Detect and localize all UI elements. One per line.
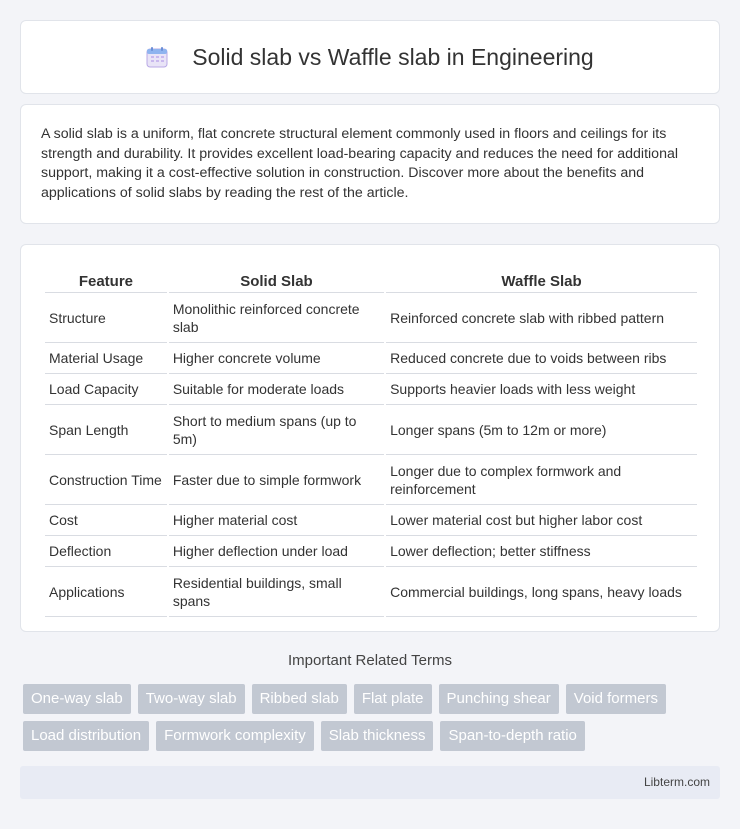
calendar-icon <box>146 46 168 68</box>
comparison-table-card <box>20 244 720 632</box>
header-card <box>20 20 720 94</box>
tag-punching-shear[interactable]: Punching shear <box>439 684 559 714</box>
table-cell: Lower material cost but higher labor cost <box>386 505 697 536</box>
table-row <box>45 567 697 617</box>
tag-flat-plate[interactable]: Flat plate <box>354 684 432 714</box>
table-row <box>45 374 697 405</box>
related-terms-tags <box>23 684 723 758</box>
table-cell: Residential buildings, small spans <box>169 567 384 617</box>
intro-text: A solid slab is a uniform, flat concrete structural element commonly used in floors and ceilings for its strength and durability. It provides excellent load-bearing capacity and reduces the need for additional support, making it a cost-effective solution in construction. Discover more about the benefits and applications of solid slabs by reading the rest of the article. <box>41 126 678 201</box>
table-cell: Load Capacity <box>45 374 167 405</box>
table-row <box>45 536 697 567</box>
table-row <box>45 293 697 343</box>
table-cell: Reduced concrete due to voids between ribs <box>386 343 697 374</box>
page-title: Solid slab vs Waffle slab in Engineering <box>192 43 594 70</box>
table-row <box>45 505 697 536</box>
tag-one-way-slab[interactable]: One-way slab <box>23 684 131 714</box>
table-cell: Cost <box>45 505 167 536</box>
header-solid-slab: Solid Slab <box>169 265 384 293</box>
table-cell: Higher concrete volume <box>169 343 384 374</box>
tag-formwork-complexity[interactable]: Formwork complexity <box>156 721 314 751</box>
table-cell: Higher material cost <box>169 505 384 536</box>
table-cell: Suitable for moderate loads <box>169 374 384 405</box>
table-cell: Short to medium spans (up to 5m) <box>169 405 384 455</box>
tag-load-distribution[interactable]: Load distribution <box>23 721 149 751</box>
table-cell: Applications <box>45 567 167 617</box>
related-terms-title: Important Related Terms <box>288 652 452 669</box>
header-waffle-slab: Waffle Slab <box>386 265 697 293</box>
footer-site-link[interactable]: Libterm.com <box>643 775 710 789</box>
table-cell: Monolithic reinforced concrete slab <box>169 293 384 343</box>
tag-span-to-depth-ratio[interactable]: Span-to-depth ratio <box>440 721 584 751</box>
table-cell: Longer spans (5m to 12m or more) <box>386 405 697 455</box>
table-row <box>45 343 697 374</box>
table-header-row <box>45 265 697 293</box>
tag-void-formers[interactable]: Void formers <box>566 684 666 714</box>
table-cell: Longer due to complex formwork and reinforcement <box>386 455 697 505</box>
tag-row <box>23 721 723 751</box>
tag-row <box>23 684 723 714</box>
table-cell: Commercial buildings, long spans, heavy loads <box>386 567 697 617</box>
table-row <box>45 405 697 455</box>
intro-card <box>20 104 720 224</box>
tag-slab-thickness[interactable]: Slab thickness <box>321 721 434 751</box>
table-cell: Deflection <box>45 536 167 567</box>
table-row <box>45 455 697 505</box>
tag-ribbed-slab[interactable]: Ribbed slab <box>252 684 347 714</box>
header-feature: Feature <box>45 265 167 293</box>
table-cell: Material Usage <box>45 343 167 374</box>
table-cell: Structure <box>45 293 167 343</box>
table-cell: Faster due to simple formwork <box>169 455 384 505</box>
table-cell: Reinforced concrete slab with ribbed pattern <box>386 293 697 343</box>
table-cell: Supports heavier loads with less weight <box>386 374 697 405</box>
footer <box>20 766 720 799</box>
tag-two-way-slab[interactable]: Two-way slab <box>138 684 245 714</box>
comparison-table <box>43 265 699 617</box>
table-cell: Span Length <box>45 405 167 455</box>
table-cell: Lower deflection; better stiffness <box>386 536 697 567</box>
table-cell: Construction Time <box>45 455 167 505</box>
table-cell: Higher deflection under load <box>169 536 384 567</box>
